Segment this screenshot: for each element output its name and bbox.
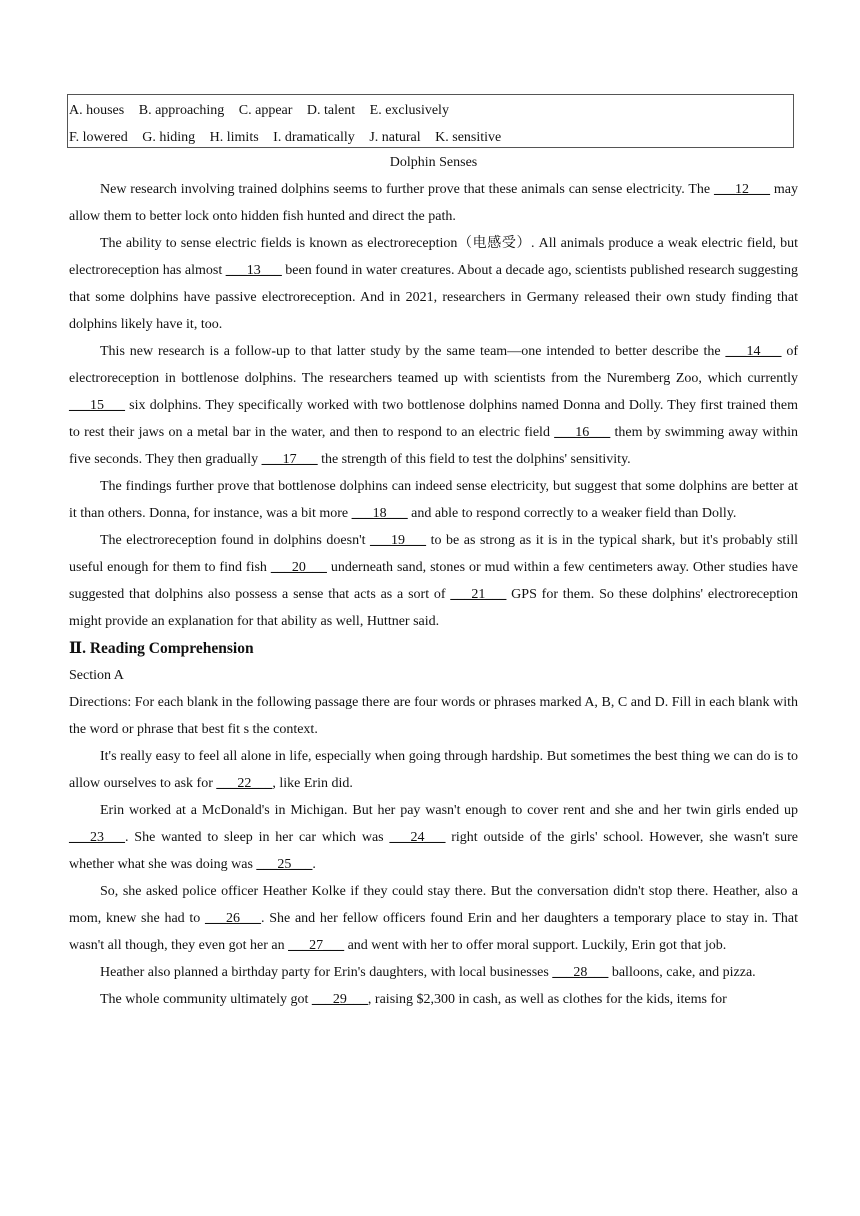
text-run: Heather also planned a birthday party for Erin's daughters, with local businesses [100,965,553,980]
text-run: GPS for them. So these dolphins' electroreception might provide an explanation for that ability as well, Huttner said. [69,587,799,629]
text-run: . She wanted to sleep in her car which was [125,830,390,845]
word-bank-box [67,94,794,148]
word-option: G. hiding [142,130,196,145]
blank-22: ___22___ [216,776,273,791]
blank-27: ___27___ [288,938,345,953]
blank-17: ___17___ [261,452,318,467]
document-page [69,94,798,1013]
text-run: , raising $2,300 in cash, as well as clothes for the kids, items for [367,992,727,1007]
text-run: This new research is a follow-up to that latter study by the same team—one intended to better describe the [100,344,726,359]
blank-18: ___18___ [351,506,408,521]
text-run: The whole community ultimately got [100,992,312,1007]
blank-25: ___25___ [256,857,313,872]
word-option: H. limits [209,130,259,145]
text-run: The findings further prove that bottlenose dolphins can indeed sense electricity, but suggest that some dolphins are better at it than others. Donna, for instance, was a bit more [69,479,798,521]
paragraph [69,797,798,878]
section-label: Section A [69,668,124,683]
paragraph [69,743,798,797]
blank-21: ___21___ [450,587,507,602]
text-run: balloons, cake, and pizza. [608,965,756,980]
paragraph [69,230,798,338]
paragraph [69,986,798,1013]
blank-19: ___19___ [370,533,427,548]
word-option: F. lowered [69,130,128,145]
paragraph [69,176,798,230]
blank-23: ___23___ [69,830,125,845]
word-option: E. exclusively [369,103,449,118]
text-run: underneath sand, stones or mud within a few centimeters away. Other studies have suggested that dolphins also possess a sense that acts as a sort of [69,560,799,602]
word-option: B. approaching [138,103,225,118]
text-run: . [312,857,316,872]
text-run: The ability to sense electric fields is known as electroreception（电感受）. All animals produce a weak electric field, but electroreception has almost [69,236,798,278]
blank-15: ___15___ [69,398,125,413]
blank-28: ___28___ [552,965,609,980]
blank-29: ___29___ [311,992,368,1007]
directions: Directions: For each blank in the following passage there are four words or phrases marked A, B, C and D. Fill in each blank with the word or phrase that best fit s the context. [69,695,798,737]
text-run: The electroreception found in dolphins doesn't [100,533,371,548]
text-run: the strength of this field to test the dolphins' sensitivity. [317,452,631,467]
text-run: So, she asked police officer Heather Kolke if they could stay there. But the conversation didn't stop there. Heather, also a mom, knew she had to [69,884,798,926]
word-bank-row-2 [69,124,793,151]
paragraph [69,527,798,635]
text-run: , like Erin did. [272,776,353,791]
text-run: to be as strong as it is in the typical shark, but it's probably still useful enough for them to find fish [69,533,798,575]
word-option: A. houses [69,103,125,118]
word-bank-row-1 [69,97,793,124]
text-run: It's really easy to feel all alone in life, especially when going through hardship. But sometimes the best thing we can do is to allow ourselves to ask for [69,749,798,791]
blank-13: ___13___ [225,263,282,278]
section-heading: Ⅱ. Reading Comprehension [69,640,254,657]
blank-26: ___26___ [205,911,261,926]
blank-14: ___14___ [725,344,782,359]
text-run: and able to respond correctly to a weaker field than Dolly. [407,506,737,521]
text-run: and went with her to offer moral support. Luckily, Erin got that job. [344,938,727,953]
paragraph [69,959,798,986]
text-run: may allow them to better lock onto hidden fish hunted and direct the path. [69,182,798,224]
text-run: of electroreception in bottlenose dolphins. The researchers teamed up with scientists from the Nuremberg Zoo, which currently [69,344,798,386]
text-run: Erin worked at a McDonald's in Michigan. But her pay wasn't enough to cover rent and she and her twin girls ended up [100,803,798,818]
text-run: them by swimming away within five seconds. They then gradually [69,425,798,467]
blank-12: ___12___ [714,182,771,197]
text-run: New research involving trained dolphins seems to further prove that these animals can sense electricity. The [100,182,715,197]
blank-16: ___16___ [554,425,611,440]
word-option: D. talent [306,103,356,118]
paragraph [69,878,798,959]
text-run: six dolphins. They specifically worked with two bottlenose dolphins named Donna and Dolly. They first trained them to rest their jaws on a metal bar in the water, and then to respond to an electric field [69,398,798,440]
blank-24: ___24___ [389,830,446,845]
word-option: I. dramatically [273,130,355,145]
paragraph [69,473,798,527]
blank-20: ___20___ [270,560,327,575]
paragraph [69,338,798,473]
text-run: . She and her fellow officers found Erin and her daughters a temporary place to stay in. That wasn't all though, they even got her an [69,911,798,953]
text-run: right outside of the girls' school. However, she wasn't sure whether what she was doing was [69,830,798,872]
word-option: C. appear [238,103,293,118]
passage-title: Dolphin Senses [389,155,478,170]
word-option: K. sensitive [435,130,502,145]
text-run: been found in water creatures. About a decade ago, scientists published research suggesting that some dolphins have passive electroreception. And in 2021, researchers in Germany released their own study finding that dolphins likely have it, too. [69,263,798,332]
word-option: J. natural [369,130,421,145]
